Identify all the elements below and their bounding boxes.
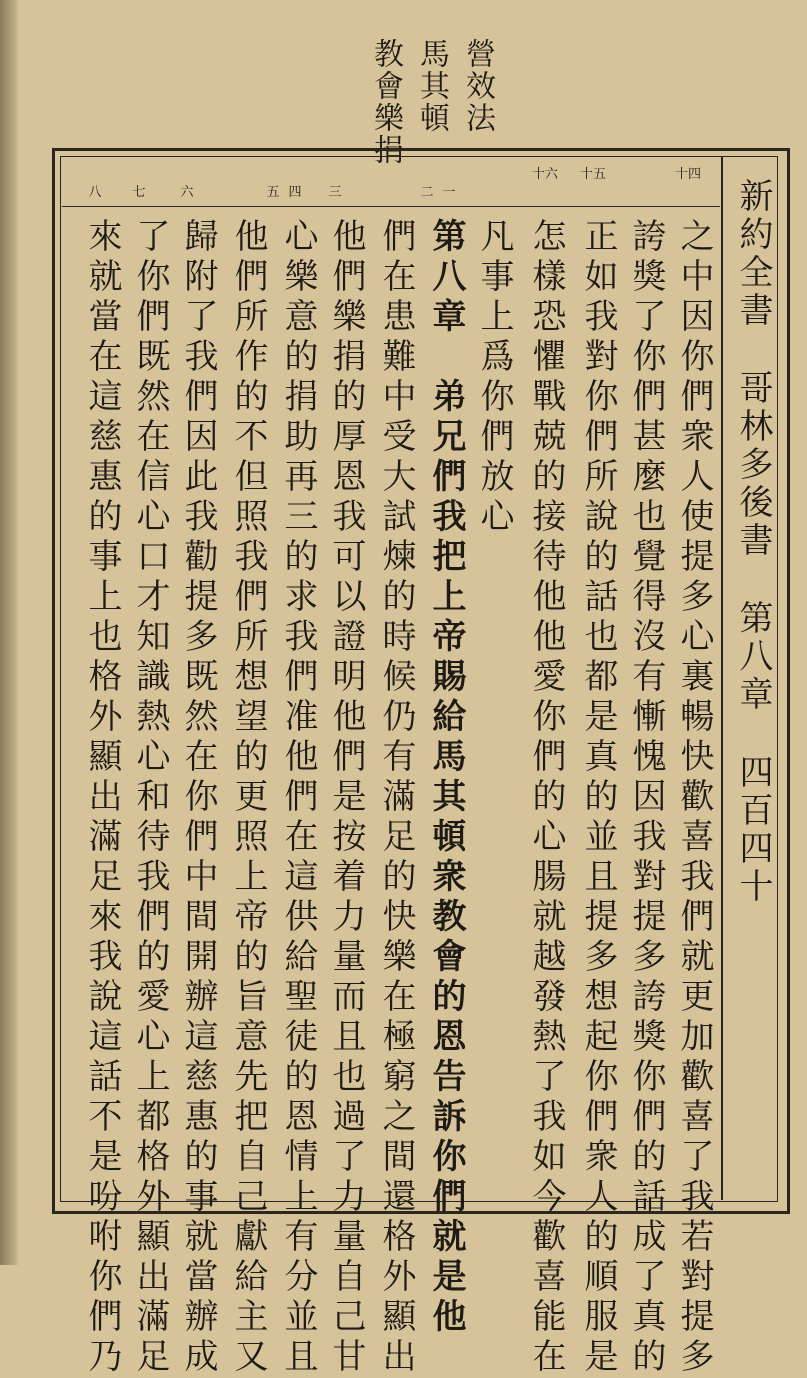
verse-number: 八 xyxy=(88,185,102,200)
text-column: 正如我對你們所說的話也都是真的並且提多想起你們衆人的順服是 xyxy=(578,218,618,1378)
running-head-page-number: 四百四十 xyxy=(733,754,773,906)
text-column: 怎樣恐懼戰兢的接待他他愛你們的心腸就越發熱了我如今歡喜能在 xyxy=(526,218,566,1378)
verse-number: 一 xyxy=(442,185,456,200)
running-head-chapter: 第八章 xyxy=(733,600,773,714)
text-column: 誇獎了你們甚麼也覺得沒有慚愧因我對提多誇獎你們的話成了真的 xyxy=(626,218,666,1378)
text-column: 心樂意的捐助再三的求我們准他們在這供給聖徒的恩情上有分並且 xyxy=(278,218,318,1378)
running-head-epistle: 哥林多後書 xyxy=(733,370,773,560)
page-binding-shadow xyxy=(0,0,18,1265)
verse-number: 四 xyxy=(288,185,302,200)
marginal-note-col-1: 營效法 xyxy=(460,38,495,134)
verse-number: 五 xyxy=(266,185,280,200)
verse-number: 二 xyxy=(420,185,434,200)
text-column: 們在患難中受大試煉的時候仍有滿足的快樂在極窮之間還格外顯出 xyxy=(376,218,416,1378)
text-column: 來就當在這慈惠的事上也格外顯出滿足來我說這話不是吩咐你們乃 xyxy=(82,218,122,1378)
verse-number: 十五 xyxy=(579,167,606,182)
marginal-note-col-3: 教會樂捐 xyxy=(368,38,403,166)
text-column: 他們所作的不但照我們所想望的更照上帝的旨意先把自己獻給主又 xyxy=(228,218,268,1378)
running-head xyxy=(732,178,774,1178)
chapter-heading-column: 第八章 弟兄們我把上帝賜給馬其頓衆教會的恩告訴你們就是他 xyxy=(426,218,466,1338)
text-column: 他們樂捐的厚恩我可以證明他們是按着力量而且也過了力量自己甘 xyxy=(326,218,366,1378)
verse-number: 十四 xyxy=(674,167,701,182)
verse-number: 十六 xyxy=(531,167,558,182)
running-head-divider xyxy=(721,156,723,1200)
verse-number: 六 xyxy=(180,185,194,200)
marginal-note-col-2: 馬其頓 xyxy=(414,38,449,134)
text-column: 凡事上爲你們放心 xyxy=(474,218,514,538)
verse-number: 三 xyxy=(328,185,342,200)
text-column: 歸附了我們因此我勸提多既然在你們中間開辦這慈惠的事就當辦成 xyxy=(178,218,218,1378)
running-head-book: 新約全書 xyxy=(733,178,773,330)
text-column: 了你們既然在信心口才知識熱心和待我們的愛心上都格外顯出滿足 xyxy=(130,218,170,1378)
verse-number: 七 xyxy=(132,185,146,200)
verse-number-band xyxy=(62,206,720,207)
text-column: 之中因你們衆人使提多心裏暢快歡喜我們就更加歡喜了我若對提多 xyxy=(674,218,714,1378)
